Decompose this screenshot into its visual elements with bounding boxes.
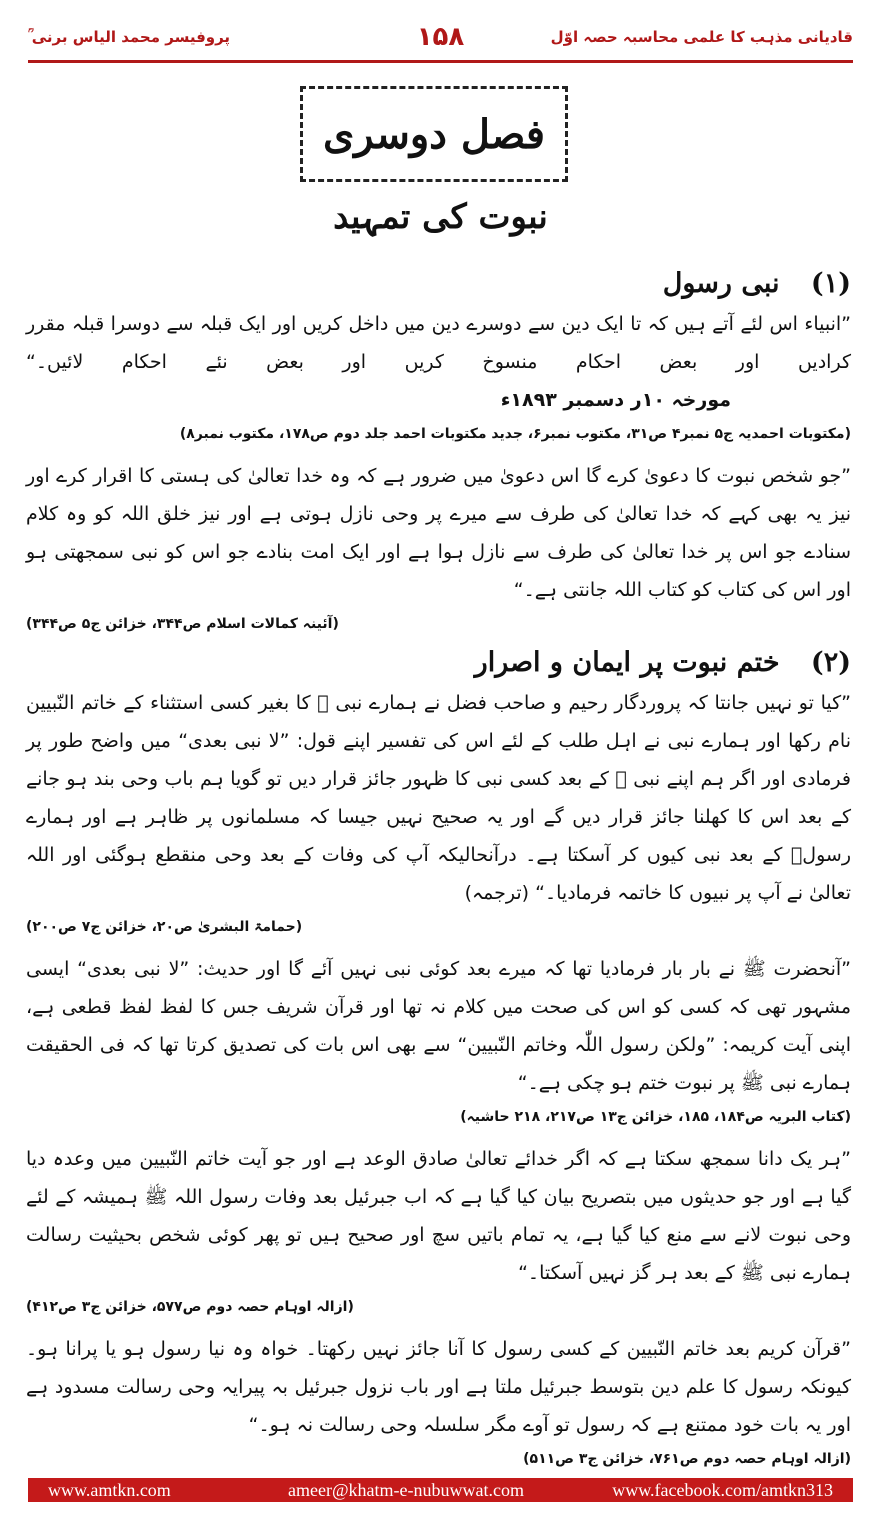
paragraph-text: ”ہر یک دانا سمجھ سکتا ہے کہ اگر خدائے تعالیٰ صادق الوعد ہے اور جو آیت خاتم النّبیین میں وعدہ دیا گیا ہے اور جو حدیثوں میں بتصریح بیان کیا گیا ہے کہ اب جبرئیل بعد وفات رسول اللہ ﷺ ہمیشہ کے لئے وحی نبوت لانے سے منع کیا گیا ہے، یہ تمام باتیں سچ اور صحیح ہیں تو پھر کوئی شخص بحیثیت رسالت ہمارے نبی ﷺ کے بعد ہر گز نہیں آسکتا۔“ xyxy=(26,1148,851,1284)
paragraph xyxy=(26,1330,851,1444)
footer-website-link[interactable]: www.amtkn.com xyxy=(48,1480,171,1500)
header-book-title: قادیانی مذہب کا علمی محاسبہ حصہ اوّل xyxy=(550,28,853,46)
header-author: پروفیسر محمد الیاس برنی ؒ xyxy=(28,28,231,46)
paragraph xyxy=(26,457,851,609)
page-number: ۱۵۸ xyxy=(416,22,465,52)
header-divider xyxy=(28,60,853,63)
chapter-subtitle: نبوت کی تمہید xyxy=(333,197,548,237)
reference-citation: (ازالہ اوہام حصہ دوم ص۵۷۷، خزائن ج۳ ص۴۱۲) xyxy=(26,1299,354,1315)
chapter-title: فصل دوسری xyxy=(300,86,568,182)
paragraph-text: ”جو شخص نبوت کا دعویٰ کرے گا اس دعویٰ میں ضرور ہے کہ وہ خدا تعالیٰ کی ہستی کا اقرار کرے اور نیز یہ بھی کہے کہ خدا تعالیٰ کی طرف سے میرے پر وحی نازل ہوتی ہے اور نیز خلق اللہ کو وہ کلام سنادے جو اس پر خدا تعالیٰ کی طرف سے نازل ہوا ہے اور ایک امت بنادے جو اس کو نبی سمجھتی ہو اور اس کی کتاب کو کتاب اللہ جانتی ہے۔“ xyxy=(26,465,851,601)
reference-citation: (کتاب البریہ ص۱۸۴، ۱۸۵، خزائن ج۱۳ ص۲۱۷، ۲۱۸ حاشیہ) xyxy=(460,1109,851,1125)
reference-citation: (آئینہ کمالات اسلام ص۳۴۴، خزائن ج۵ ص۳۴۴) xyxy=(26,616,339,632)
section-title: نبی رسول xyxy=(662,268,780,299)
reference-citation: (ازالہ اوہام حصہ دوم ص۷۶۱، خزائن ج۳ ص۵۱۱) xyxy=(523,1451,851,1467)
page-footer xyxy=(28,1478,853,1502)
page-body xyxy=(26,268,851,1482)
section-number: (۱) xyxy=(810,268,851,299)
paragraph-text: ”قرآن کریم بعد خاتم النّبیین کے کسی رسول کا آنا جائز نہیں رکھتا۔ خواہ وہ نیا رسول ہو یا پرانا ہو۔ کیونکہ رسول کا علم دین بتوسط جبرئیل ملتا ہے اور باب نزول جبرئیل بہ پیرایہ وحی رسالت مسدود ہے اور یہ بات خود ممتنع ہے کہ رسول تو آوے مگر سلسلہ وحی رسالت نہ ہو۔“ xyxy=(26,1338,851,1436)
paragraph-text: ”کیا تو نہیں جانتا کہ پروردگار رحیم و صاحب فضل نے ہمارے نبی ﷺ کا بغیر کسی استثناء کے خاتم النّبیین نام رکھا اور ہمارے نبی نے اہل طلب کے لئے اس کی تفسیر اپنے قول: ”لا نبی بعدی“ میں واضح طور پر فرمادی اور اگر ہم اپنے نبی ﷺ کے بعد کسی نبی کا ظہور جائز قرار دیں تو گویا ہم باب وحی بند ہو جانے کے بعد اس کا کھلنا جائز قرار دیں گے اور یہ صحیح نہیں جیسا کہ مسلمانوں پر ظاہر ہے اور ہمارے رسولؐ کے بعد نبی کیوں کر آسکتا ہے۔ درآنحالیکہ آپ کی وفات کے بعد وحی منقطع ہوگئی اور اللہ تعالیٰ نے آپ پر نبیوں کا خاتمہ فرمادیا۔“ (ترجمہ) xyxy=(26,692,851,904)
reference-citation: (مکتوبات احمدیہ ج۵ نمبر۴ ص۳۱، مکتوب نمبر۶، جدید مکتوبات احمد جلد دوم ص۱۷۸، مکتوب نمبر۸) xyxy=(179,426,851,442)
footer-facebook-link[interactable]: www.facebook.com/amtkn313 xyxy=(612,1480,833,1500)
paragraph-text: ”انبیاء اس لئے آتے ہیں کہ تا ایک دین سے دوسرے دین میں داخل کریں اور ایک قبلہ سے دوسرا قبلہ مقرر کرادیں اور بعض احکام منسوخ کریں اور بعض نئے احکام لائیں۔“ xyxy=(26,313,851,373)
page-header xyxy=(28,22,853,56)
paragraph xyxy=(26,305,851,419)
section-heading xyxy=(26,647,851,678)
section-title: ختم نبوت پر ایمان و اصرار xyxy=(474,647,780,678)
date-note: مورخہ ۱۰ر دسمبر ۱۸۹۳ء xyxy=(500,389,731,411)
section-heading xyxy=(26,268,851,299)
section-number: (۲) xyxy=(810,647,851,678)
paragraph xyxy=(26,1140,851,1292)
paragraph xyxy=(26,950,851,1102)
paragraph xyxy=(26,684,851,912)
footer-email-link[interactable]: ameer@khatm-e-nubuwwat.com xyxy=(288,1480,524,1500)
paragraph-text: ”آنحضرت ﷺ نے بار بار فرمادیا تھا کہ میرے بعد کوئی نبی نہیں آئے گا اور حدیث: ”لا نبی بعدی“ ایسی مشہور تھی کہ کسی کو اس کی صحت میں کلام نہ تھا اور قرآن شریف جس کا لفظ لفظ قطعی ہے، اپنی آیت کریمہ: ”ولکن رسول اللّٰہ وخاتم النّبیین“ سے بھی اس بات کی تصدیق کرتا تھا کہ فی الحقیقت ہمارے نبی ﷺ پر نبوت ختم ہو چکی ہے۔“ xyxy=(26,958,851,1094)
reference-citation: (حمامۃ البشریٰ ص۲۰، خزائن ج۷ ص۲۰۰) xyxy=(26,919,303,935)
